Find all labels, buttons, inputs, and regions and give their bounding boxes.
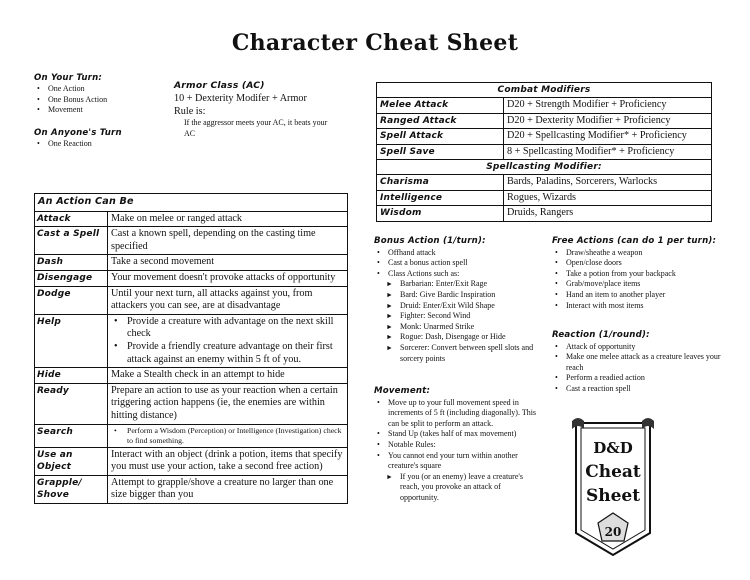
on-your-turn-heading: On Your Turn: [34,73,103,83]
armor-class-section [174,80,344,139]
table-row [35,447,348,475]
action-table [34,193,348,504]
spellcasting-modifier-header: Spellcasting Modifier: [377,160,712,175]
action-desc: Make on melee or ranged attack [108,211,348,227]
list-item: • Open/close doors [552,258,722,269]
logo-line3: Sheet [585,486,641,506]
list-item: • Movement [34,105,164,116]
table-row [35,368,348,384]
list-item: • Perform a Wisdom (Perception) or Intelligence (Investigation) check to find something. [111,426,344,446]
table-row [377,144,712,159]
list-item: ► Sorcerer: Convert between spell slots and sorcery points [386,343,534,364]
list-item: ► Monk: Unarmed Strike [386,322,534,333]
ability-name: Charisma [377,175,504,190]
modifier-name: Ranged Attack [377,113,504,128]
modifier-name: Melee Attack [377,98,504,113]
on-anyones-turn-heading: On Anyone's Turn [34,127,122,138]
list-item: ► Druid: Enter/Exit Wild Shape [386,301,534,312]
movement-sub-list [386,472,540,504]
action-name: Disengage [35,270,108,286]
armor-class-formula: 10 + Dexterity Modifer + Armor [174,93,307,104]
table-row [377,190,712,205]
list-item: • One Action [34,84,164,95]
table-row [35,314,348,367]
action-name: Grapple/ Shove [35,475,108,503]
list-item: • Grab/move/place items [552,279,722,290]
list-item: • One Bonus Action [34,95,164,106]
ability-classes: Druids, Rangers [504,206,712,221]
reaction-heading: Reaction (1/round): [552,330,650,340]
ability-classes: Rogues, Wizards [504,190,712,205]
action-desc: Your movement doesn't provoke attacks of opportunity [108,270,348,286]
action-desc: Take a second movement [108,255,348,271]
list-item: ► If you (or an enemy) leave a creature's reach, you provoke an attack of opportunity. [386,472,540,504]
list-item: • Take a potion from your backpack [552,269,722,280]
list-item: • Notable Rules: [374,440,540,451]
armor-class-rule-label: Rule is: [174,106,206,117]
list-item: ► Fighter: Second Wind [386,311,534,322]
action-desc: Make a Stealth check in an attempt to hide [108,368,348,384]
modifier-value: D20 + Strength Modifier + Proficiency [504,98,712,113]
class-actions-list [386,279,534,364]
table-row [35,424,348,447]
action-name: Help [35,314,108,367]
list-item: • Stand Up (takes half of max movement) [374,429,540,440]
action-name: Search [35,424,108,447]
bonus-action-section [374,236,534,364]
table-row [377,175,712,190]
table-row [35,227,348,255]
table-row [35,211,348,227]
table-row [35,383,348,424]
page-title: Character Cheat Sheet [231,30,519,56]
list-item: • Interact with most items [552,301,722,312]
combat-modifiers-table [376,82,712,222]
list-item: • One Reaction [34,139,164,150]
list-item: • Offhand attack [374,248,534,259]
bonus-action-list [374,248,534,280]
list-item: • Cast a bonus action spell [374,258,534,269]
table-row [35,475,348,503]
list-item: ► Rogue: Dash, Disengage or Hide [386,332,534,343]
logo-line2: Cheat [585,462,641,482]
modifier-value: D20 + Spellcasting Modifier* + Proficiency [504,129,712,144]
action-name: Use an Object [35,447,108,475]
list-item: • Provide a friendly creature advantage on their first attack against an enemy within 5 ft of you. [111,341,344,366]
table-row [35,255,348,271]
on-your-turn-list [34,84,164,116]
list-item: • Perform a readied action [552,373,722,384]
list-item: • Move up to your full movement speed in increments of 5 ft (including diagonally). This can be split to perform an attack. [374,398,540,430]
action-desc: Attempt to grapple/shove a creature no larger than one size bigger than you [108,475,348,503]
ability-classes: Bards, Paladins, Sorcerers, Warlocks [504,175,712,190]
reaction-list [552,342,722,395]
logo-line1: D&D [593,439,633,457]
action-desc: Cast a known spell, depending on the casting time specified [108,227,348,255]
action-name: Attack [35,211,108,227]
action-desc: Interact with an object (drink a potion, items that specify you must use your action, take a second free action) [108,447,348,475]
movement-heading: Movement: [374,386,431,396]
action-name: Ready [35,383,108,424]
modifier-name: Spell Save [377,144,504,159]
action-name: Dodge [35,286,108,314]
action-table-header: An Action Can Be [35,194,348,212]
dnd-cheat-sheet-logo [568,413,658,560]
help-list [111,316,344,366]
modifier-name: Spell Attack [377,129,504,144]
list-item: • Make one melee attack as a creature leaves your reach [552,352,722,373]
list-item: • You cannot end your turn within another creature's square [374,451,540,472]
action-name: Dash [35,255,108,271]
free-actions-heading: Free Actions (can do 1 per turn): [552,236,717,246]
table-row [377,206,712,221]
movement-list [374,398,540,472]
armor-class-heading: Armor Class (AC) [174,80,265,91]
movement-section [374,386,540,504]
list-item: ► Bard: Give Bardic Inspiration [386,290,534,301]
reaction-section [552,330,722,395]
logo-number: 20 [604,525,622,539]
on-your-turn-section [34,73,164,149]
search-list [111,426,344,446]
table-row [377,129,712,144]
table-row [377,98,712,113]
modifier-value: 8 + Spellcasting Modifier* + Proficiency [504,144,712,159]
table-row [35,286,348,314]
armor-class-rule: If the aggressor meets your AC, it beats your AC [184,118,328,138]
action-name: Hide [35,368,108,384]
table-row [35,270,348,286]
action-name: Cast a Spell [35,227,108,255]
list-item: • Attack of opportunity [552,342,722,353]
bonus-action-heading: Bonus Action (1/turn): [374,236,486,246]
action-desc: Until your next turn, all attacks against you, from attackers you can see, are at disadvantage [108,286,348,314]
ability-name: Intelligence [377,190,504,205]
modifier-value: D20 + Dexterity Modifier + Proficiency [504,113,712,128]
free-actions-list [552,248,722,312]
combat-modifiers-header: Combat Modifiers [377,83,712,98]
list-item: • Draw/sheathe a weapon [552,248,722,259]
list-item: ► Barbarian: Enter/Exit Rage [386,279,534,290]
ability-name: Wisdom [377,206,504,221]
action-desc: Prepare an action to use as your reaction when a certain triggering action happens (ie, the enemies are within hitting distance) [108,383,348,424]
on-anyones-turn-list [34,139,164,150]
list-item: • Provide a creature with advantage on the next skill check [111,316,344,341]
list-item: • Hand an item to another player [552,290,722,301]
free-actions-section [552,236,722,311]
table-row [377,113,712,128]
list-item: • Cast a reaction spell [552,384,722,395]
list-item: • Class Actions such as: [374,269,534,280]
